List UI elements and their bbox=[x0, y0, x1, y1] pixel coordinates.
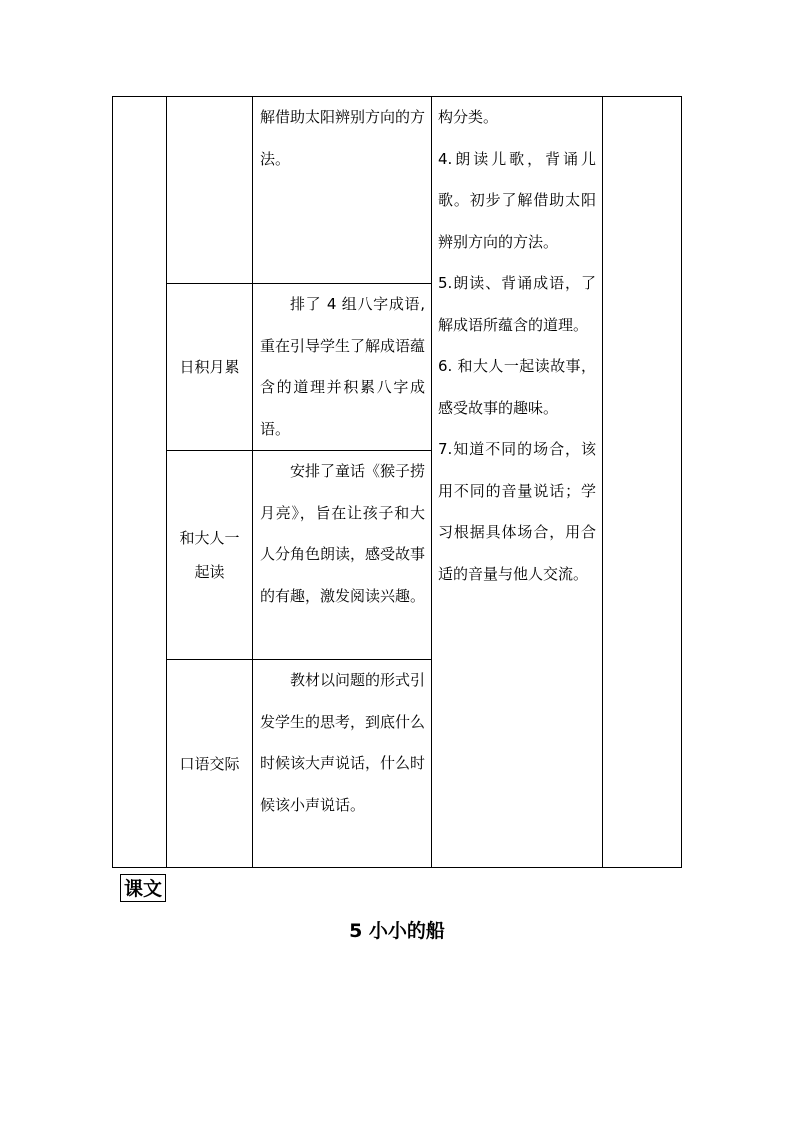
section-description: 排了 4 组八字成语,重在引导学生了解成语蕴含的道理并积累八字成语。 bbox=[253, 284, 432, 451]
lesson-type-tag: 课文 bbox=[120, 874, 166, 902]
section-name: 口语交际 bbox=[167, 660, 253, 868]
goal-item: 7.知道不同的场合，该用不同的音量说话；学习根据具体场合，用合适的音量与他人交流。 bbox=[438, 440, 596, 583]
empty-cell-right bbox=[603, 97, 682, 868]
section-description: 教材以问题的形式引发学生的思考，到底什么时候该大声说话，什么时候该小声说话。 bbox=[253, 660, 432, 868]
goal-item: 构分类。 bbox=[438, 108, 499, 126]
table-row bbox=[113, 97, 682, 284]
section-description: 解借助太阳辨别方向的方法。 bbox=[253, 97, 432, 284]
goal-item: 5.朗读、背诵成语，了解成语所蕴含的道理。 bbox=[438, 274, 596, 334]
goal-item: 4.朗读儿歌，背诵儿歌。初步了解借助太阳辨别方向的方法。 bbox=[438, 149, 596, 251]
section-description: 安排了童话《猴子捞月亮》，旨在让孩子和大人分角色朗读，感受故事的有趣，激发阅读兴趣。 bbox=[253, 451, 432, 660]
empty-cell-left bbox=[113, 97, 167, 868]
lesson-plan-table bbox=[112, 96, 682, 868]
learning-goals-cell bbox=[432, 97, 603, 868]
empty-section-name-cell bbox=[167, 97, 253, 284]
lesson-title: 5 小小的船 bbox=[349, 920, 445, 942]
section-name: 和大人一起读 bbox=[167, 451, 253, 660]
section-name: 日积月累 bbox=[167, 284, 253, 451]
goal-item: 6. 和大人一起读故事，感受故事的趣味。 bbox=[438, 357, 596, 417]
